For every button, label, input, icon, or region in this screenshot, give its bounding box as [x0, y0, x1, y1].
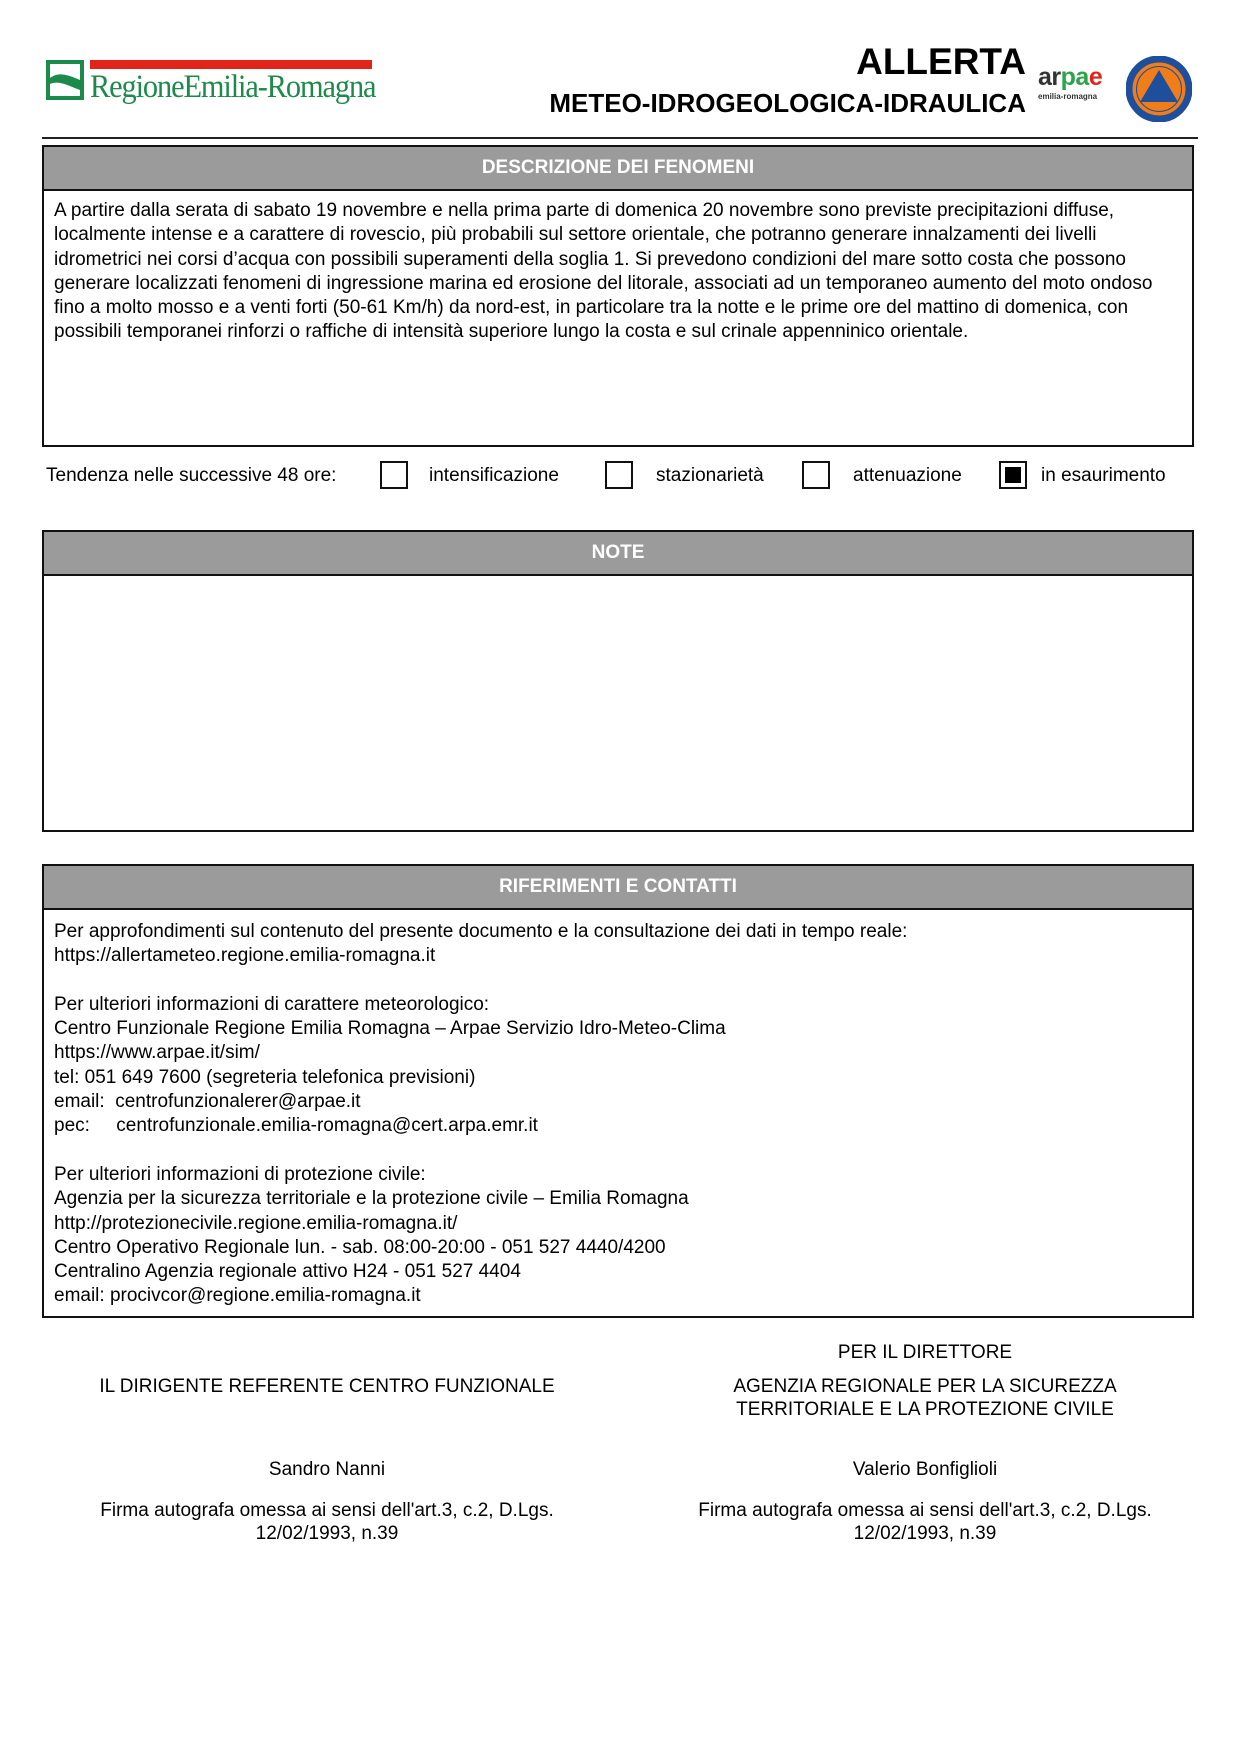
ref-pc-centralino: Centralino Agenzia regionale attivo H24 - 051 527 4404 [54, 1261, 521, 1283]
ref-pc-heading: Per ulteriori informazioni di protezione civile: [54, 1163, 426, 1185]
note-text [44, 576, 1192, 592]
left-signature-note-line2: 12/02/1993, n.39 [255, 1523, 399, 1544]
arpae-logo-part-c: e [1088, 63, 1103, 91]
ref-spacer [54, 969, 1182, 993]
left-signatory-role: IL DIRIGENTE REFERENTE CENTRO FUNZIONALE [99, 1376, 555, 1397]
checkbox-in-esaurimento[interactable] [999, 461, 1027, 489]
riferimenti-heading: RIFERIMENTI E CONTATTI [44, 866, 1192, 910]
descrizione-section [42, 145, 1194, 447]
option-stazionarieta-label: stazionarietà [656, 465, 764, 486]
ref-meteo-email[interactable]: email: centrofunzionalerer@arpae.it [54, 1091, 361, 1113]
region-emblem-icon [46, 60, 84, 100]
ref-meteo-tel: tel: 051 649 7600 (segreteria telefonica previsioni) [54, 1066, 476, 1088]
option-intensificazione-label: intensificazione [429, 465, 559, 486]
left-signature-note [42, 1499, 612, 1545]
checkbox-attenuazione[interactable] [802, 461, 830, 489]
regione-emilia-romagna-logo [46, 60, 376, 108]
ref-intro: Per approfondimenti sul contenuto del presente documento e la consultazione dei dati in tempo reale: [54, 921, 908, 942]
right-signature-note [640, 1499, 1210, 1545]
right-signature-note-line1: Firma autografa omessa ai sensi dell'art.3, c.2, D.Lgs. [698, 1500, 1152, 1521]
left-signatory-name: Sandro Nanni [268, 1459, 386, 1480]
ref-link-protezionecivile[interactable]: http://protezionecivile.regione.emilia-romagna.it/ [54, 1212, 458, 1234]
checkbox-intensificazione[interactable] [380, 461, 408, 489]
left-signature-note-line1: Firma autografa omessa ai sensi dell'art.3, c.2, D.Lgs. [100, 1500, 554, 1521]
arpae-logo-subtitle: emilia-romagna [1038, 92, 1098, 101]
ref-link-arpae-sim[interactable]: https://www.arpae.it/sim/ [54, 1042, 260, 1064]
riferimenti-section [42, 864, 1194, 1318]
document-title: ALLERTA [856, 41, 1026, 82]
ref-pc-email[interactable]: email: procivcor@regione.emilia-romagna.it [54, 1285, 421, 1307]
ref-pc-centro-operativo: Centro Operativo Regionale lun. - sab. 08:00-20:00 - 051 527 4440/4200 [54, 1236, 666, 1258]
arpae-logo-part-a: ar [1038, 63, 1061, 91]
tendenza-row [46, 461, 1196, 495]
ref-meteo-centro: Centro Funzionale Regione Emilia Romagna – Arpae Servizio Idro-Meteo-Clima [54, 1018, 726, 1040]
ref-link-allertameteo[interactable]: https://allertameteo.regione.emilia-romagna.it [54, 945, 436, 967]
document-subtitle: METEO-IDROGEOLOGICA-IDRAULICA [549, 88, 1026, 118]
descrizione-heading: DESCRIZIONE DEI FENOMENI [44, 147, 1192, 191]
checkbox-stazionarieta[interactable] [605, 461, 633, 489]
note-section [42, 530, 1194, 832]
option-in-esaurimento-label: in esaurimento [1041, 465, 1166, 486]
note-heading: NOTE [44, 532, 1192, 576]
right-signatory-prefix: PER IL DIRETTORE [837, 1342, 1013, 1363]
ref-meteo-heading: Per ulteriori informazioni di carattere meteorologico: [54, 993, 490, 1015]
right-signatory-role [640, 1375, 1210, 1421]
logo-text: RegioneEmilia-Romagna [90, 69, 376, 105]
right-signature-note-line2: 12/02/1993, n.39 [853, 1523, 997, 1544]
arpae-logo-part-b: pa [1060, 63, 1089, 91]
ref-spacer [54, 1139, 1182, 1163]
header-divider [42, 137, 1198, 139]
descrizione-text: A partire dalla serata di sabato 19 novembre e nella prima parte di domenica 20 novembre sono previste precipitazioni diffuse, localmente intense e a carattere di rovescio, più probabili sul settore orientale, che potranno generare innalzamenti dei livelli idrometrici nei corsi d’acqua con possibili superamenti della soglia 1. Si prevedono condizioni del mare sotto costa che possono generare localizzati fenomeni di ingressione marina ed erosione del litorale, associati ad un temporaneo aumento del moto ondoso fino a molto mosso e a venti forti (50-61 Km/h) da nord-est, in particolare tra la notte e le prime ore del mattino di domenica, con possibili temporanei rinforzi o raffiche di intensità superiore lungo la costa e sul crinale appenninico orientale. [54, 200, 1153, 343]
protezione-civile-logo-icon [1126, 56, 1192, 122]
tendenza-label: Tendenza nelle successive 48 ore: [46, 465, 337, 486]
option-attenuazione-label: attenuazione [853, 465, 962, 486]
arpae-logo [1038, 64, 1118, 110]
right-signatory-role-line2: TERRITORIALE E LA PROTEZIONE CIVILE [736, 1399, 1114, 1420]
right-signatory-name: Valerio Bonfiglioli [852, 1459, 998, 1480]
ref-meteo-pec[interactable]: pec: centrofunzionale.emilia-romagna@cert.arpa.emr.it [54, 1115, 538, 1137]
logo-red-bar [90, 60, 372, 69]
right-signatory-role-line1: AGENZIA REGIONALE PER LA SICUREZZA [733, 1376, 1117, 1397]
ref-pc-agenzia: Agenzia per la sicurezza territoriale e la protezione civile – Emilia Romagna [54, 1188, 689, 1210]
